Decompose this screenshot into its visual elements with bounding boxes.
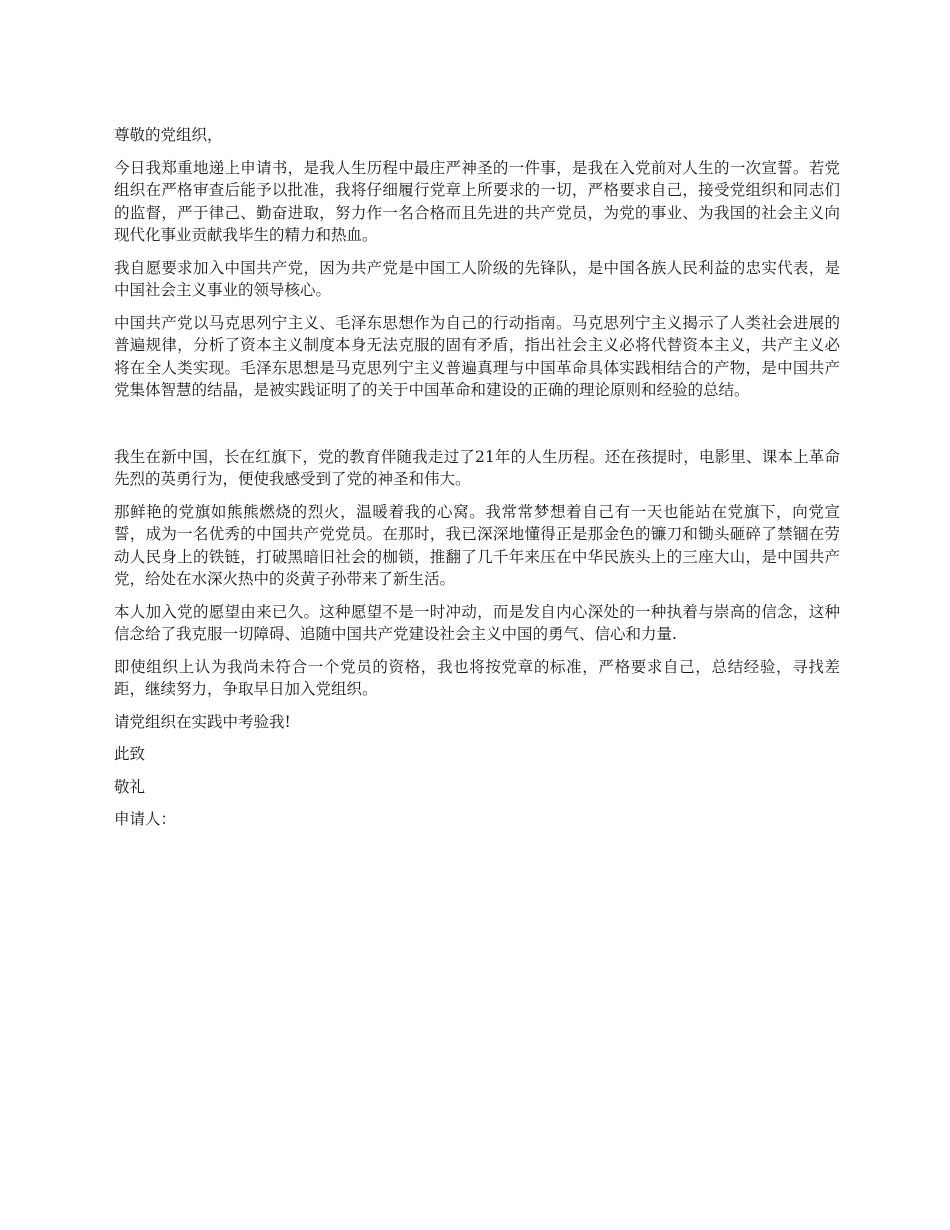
- salutation: 尊敬的党组织，: [114, 126, 223, 144]
- section-gap: [114, 412, 840, 446]
- closing-respect: 敬礼: [114, 777, 146, 796]
- paragraph-reason: 我自愿要求加入中国共产党，因为共产党是中国工人阶级的先锋队，是中国各族人民利益的忠实代表，是中国社会主义事业的领导核心。: [114, 258, 840, 299]
- paragraph-upbringing: 我生在新中国，长在红旗下，党的教育伴随我走过了21年的人生历程。还在孩提时，电影里、课本上革命先烈的英勇行为，便使我感受到了党的神圣和伟大。: [114, 447, 840, 488]
- closing-salute: 此致: [114, 745, 146, 763]
- paragraph-commitment: 即使组织上认为我尚未符合一个党员的资格，我也将按党章的标准，严格要求自己，总结经验，寻找差距，继续努力，争取早日加入党组织。: [114, 657, 840, 698]
- paragraph-aspiration: 本人加入党的愿望由来已久。这种愿望不是一时冲动，而是发自内心深处的一种执着与崇高的信念，这种信念给了我克服一切障碍、追随中国共产党建设社会主义中国的勇气、信心和力量.: [114, 602, 840, 643]
- letter-body: [114, 124, 840, 841]
- paragraph-ideology: 中国共产党以马克思列宁主义、毛泽东思想作为自己的行动指南。马克思列宁主义揭示了人类社会进展的普遍规律，分析了资本主义制度本身无法克服的固有矛盾，指出社会主义必将代替资本主义，共产主义必将在全人类实现。毛泽东思想是马克思列宁主义普遍真理与中国革命具体实践相结合的产物，是中国共产党集体智慧的结晶，是被实践证明了的关于中国革命和建设的正确的理论原则和经验的总结。: [114, 313, 840, 399]
- paragraph-flag: 那鲜艳的党旗如熊熊燃烧的烈火，温暖着我的心窝。我常常梦想着自己有一天也能站在党旗下，向党宣誓，成为一名优秀的中国共产党党员。在那时，我已深深地懂得正是那金色的镰刀和锄头砸碎了禁锢在劳动人民身上的铁链，打破黑暗旧社会的枷锁，推翻了几千年来压在中华民族头上的三座大山，是中国共产党，给处在水深火热中的炎黄子孙带来了新生活。: [114, 502, 840, 588]
- paragraph-request: 请党组织在实践中考验我!: [114, 712, 291, 731]
- paragraph-oath: 今日我郑重地递上申请书，是我人生历程中最庄严神圣的一件事，是我在入党前对人生的一次宣誓。若党组织在严格审查后能予以批准，我将仔细履行党章上所要求的一切，严格要求自己，接受党组织和同志们的监督，严于律己、勤奋进取，努力作一名合格而且先进的共产党员，为党的事业、为我国的社会主义向现代化事业贡献我毕生的精力和热血。: [114, 158, 840, 244]
- signature-label: 申请人：: [114, 810, 177, 828]
